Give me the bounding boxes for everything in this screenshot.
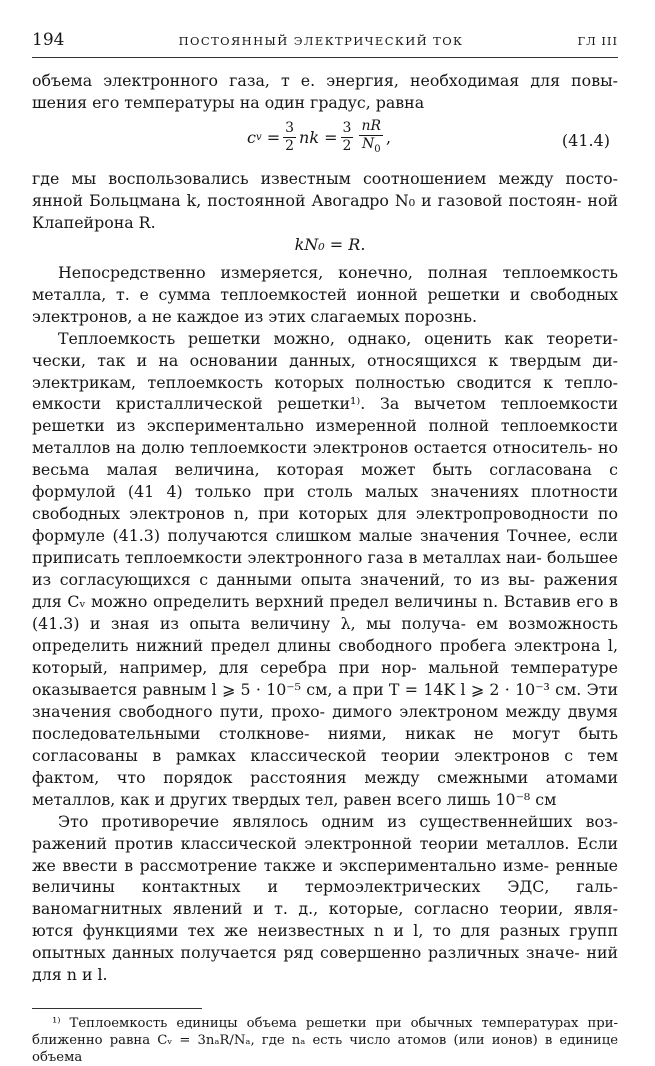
fraction-3-denominator-sub: 0 <box>374 143 381 155</box>
fraction-2-numerator: 3 <box>342 120 352 137</box>
running-title: ПОСТОЯННЫЙ ЭЛЕКТРИЧЕСКИЙ ТОК <box>178 34 464 48</box>
paragraph-1: объема электронного газа, т е. энергия, необходимая для повы- шения его температуры на один градус, равна <box>32 71 618 112</box>
eq-equals-1: = <box>266 127 281 147</box>
equation-formula <box>247 118 391 158</box>
paragraph-5: Это противоречие являлось одним из существеннейших воз- ражений против классической электронной теории металлов. Если же ввести в рассмотрение также и экспериментально изме- ренные величины контактных и термоэлектрических ЭДС, галь- ваномагнитных явлений и т. д., которые, согласно теории, явля- ются функциями тех же неизвестных n и l, то для разных групп опытных данных получается ряд совершенно различных значе- ний для n и l. <box>32 811 618 985</box>
equation-41-4 <box>32 116 618 166</box>
equation-number: (41.4) <box>561 130 610 150</box>
book-page <box>32 30 618 1066</box>
paragraph-3: Непосредственно измеряется, конечно, полная теплоемкость металла, т. е сумма теплоемкостей ионной решетки и свободных электронов, а не каждое из этих слагаемых порознь. <box>32 262 618 326</box>
eq-equals-2: = <box>324 127 338 147</box>
fraction-3-numerator: nR <box>361 117 382 134</box>
paragraph-2: где мы воспользовались известным соотношением между посто- янной Больцмана k, постоянной Авогадро N₀ и газовой постоян- ной Клапейрона R. <box>32 168 618 232</box>
eq-lhs-sub: v <box>255 131 262 143</box>
eq-middle-term: nk <box>299 127 320 147</box>
footnote-divider <box>32 1008 202 1009</box>
fraction-3 <box>359 118 383 158</box>
page-number: 194 <box>32 30 65 50</box>
fraction-1-denominator: 2 <box>285 138 295 155</box>
main-text <box>32 70 618 986</box>
running-header <box>32 30 618 58</box>
chapter-label: ГЛ III <box>577 34 618 48</box>
fraction-2 <box>341 120 354 155</box>
equation-kn0: kN₀ = R. <box>294 234 366 254</box>
fraction-3-denominator: N <box>361 135 375 152</box>
fraction-1 <box>283 120 296 155</box>
paragraph-4: Теплоемкость решетки можно, однако, оценить как теорети- чески, так и на основании данных, относящихся к твердым ди- электрикам, теплоемкость которых полностью сводится к тепло- емкости кристаллической решетки¹⁾. За вычетом теплоемкости решетки из экспериментально измеренной полной теплоемкости металлов на долю теплоемкости электронов остается относитель- но весьма малая величина, которая может быть согласована с формулой (41 4) только при столь малых значениях плотности свободных электронов n, при которых для электропроводности по формуле (41.3) получаются слишком малые значения Точнее, если приписать теплоемкости электронного газа в металлах наи- большее из согласующихся с данными опыта значений, то из вы- ражения для Cᵥ можно определить верхний предел величины n. Вставив его в (41.3) и зная из опыта величину λ, мы получа- ем возможность определить нижний предел длины свободного пробега электрона l, который, например, для серебра при нор- мальной температуре оказывается равным l ⩾ 5 · 10⁻⁵ см, а при T = 14K l ⩾ 2 · 10⁻³ см. Эти значения свободного пути, прохо- димого электроном между двумя последовательными столкнове- ниями, никак не могут быть согласованы в рамках классической теории электронов с тем фактом, что порядок расстояния между смежными атомами металлов, как и других твердых тел, равен всего лишь 10⁻⁸ см <box>32 328 618 809</box>
footnote: ¹⁾ Теплоемкость единицы объема решетки при обычных температурах при- ближенно равна Cᵥ = 3nₐR/Nₐ, где nₐ есть число атомов (или ионов) в единице объема <box>32 1016 618 1066</box>
fraction-1-numerator: 3 <box>285 120 295 137</box>
fraction-3-denominator-wrap <box>360 136 383 158</box>
eq-lhs: c <box>247 127 256 147</box>
eq-comma: , <box>386 127 392 147</box>
fraction-2-denominator: 2 <box>342 138 352 155</box>
